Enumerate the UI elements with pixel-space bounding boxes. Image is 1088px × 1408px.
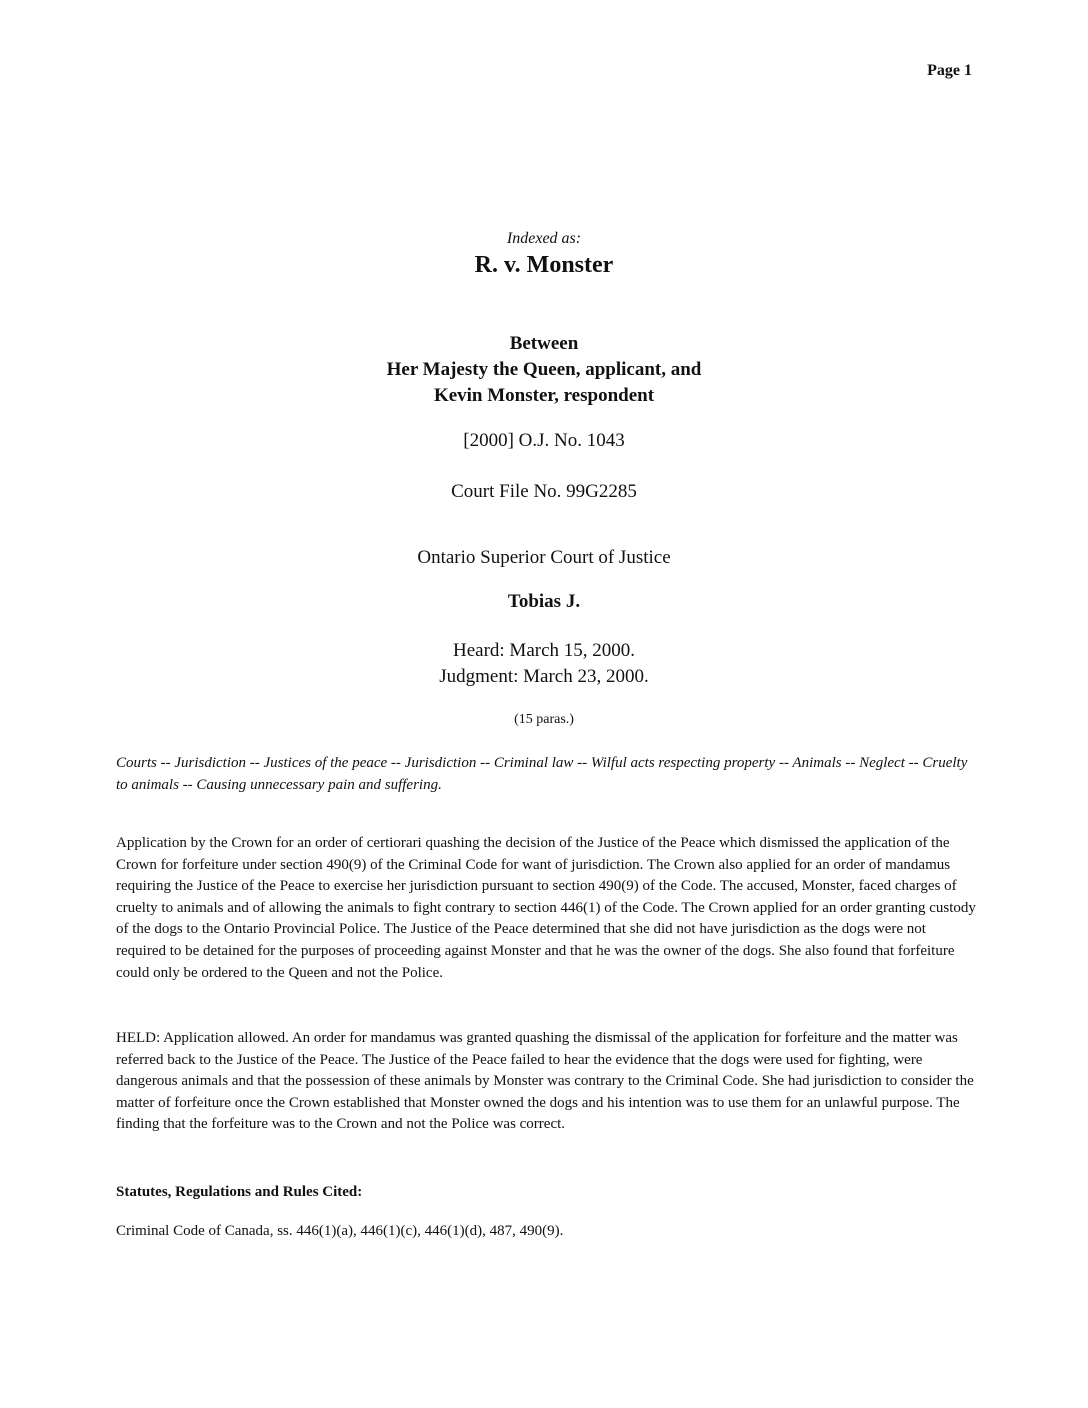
paragraph-count: (15 paras.): [514, 712, 574, 727]
judgment-date: Judgment: March 23, 2000.: [439, 666, 649, 687]
page-number: Page 1: [927, 62, 972, 79]
statutes-heading: Statutes, Regulations and Rules Cited:: [116, 1184, 363, 1200]
catchwords: Courts -- Jurisdiction -- Justices of the peace -- Jurisdiction -- Criminal law -- Wilful acts respecting property -- Animals -- Neglect -- Cruelty to animals -- Causing unnecessary pain and suffering.: [116, 755, 968, 793]
indexed-as-label: Indexed as:: [506, 230, 582, 247]
held-paragraph: HELD: Application allowed. An order for mandamus was granted quashing the dismissal of the application for forfeiture and the matter was referred back to the Justice of the Peace. The Justice of the Peace failed to hear the evidence that the dogs were used for fighting, were dangerous animals and that the possession of these animals by Monster was contrary to the Criminal Code. She had jurisdiction to consider the matter of forfeiture once the Crown established that Monster owned the dogs and his intention was to use them for an unlawful purpose. The finding that the forfeiture was to the Crown and not the Police was correct.: [116, 1030, 974, 1133]
case-summary: Application by the Crown for an order of certiorari quashing the decision of the Justice of the Peace which dismissed the application of the Crown for forfeiture under section 490(9) of the Criminal Code for want of jurisdiction. The Crown also applied for an order of mandamus requiring the Justice of the Peace to exercise her jurisdiction pursuant to section 490(9) of the Code. The accused, Monster, faced charges of cruelty to animals and of allowing the animals to fight contrary to section 446(1) of the Code. The Crown applied for an order granting custody of the dogs to the Ontario Provincial Police. The Justice of the Peace determined that she did not have jurisdiction as the dogs were not required to be detained for the purposes of proceeding against Monster and that he was the owner of the dogs. She also found that forfeiture could only be ordered to the Queen and not the Police.: [116, 835, 976, 981]
between-label: Between: [509, 333, 579, 354]
court-file-number: Court File No. 99G2285: [451, 481, 637, 502]
citation: [2000] O.J. No. 1043: [463, 430, 625, 451]
applicant-party: Her Majesty the Queen, applicant, and: [386, 359, 702, 380]
dates-block: [0, 638, 1088, 690]
respondent-party: Kevin Monster, respondent: [433, 385, 655, 406]
case-title: R. v. Monster: [474, 252, 614, 278]
judge-name: Tobias J.: [507, 591, 581, 612]
statutes-cited: Criminal Code of Canada, ss. 446(1)(a), 446(1)(c), 446(1)(d), 487, 490(9).: [116, 1223, 564, 1239]
parties-block: [0, 331, 1088, 409]
heard-date: Heard: March 15, 2000.: [452, 640, 636, 661]
court-name: Ontario Superior Court of Justice: [417, 547, 671, 568]
